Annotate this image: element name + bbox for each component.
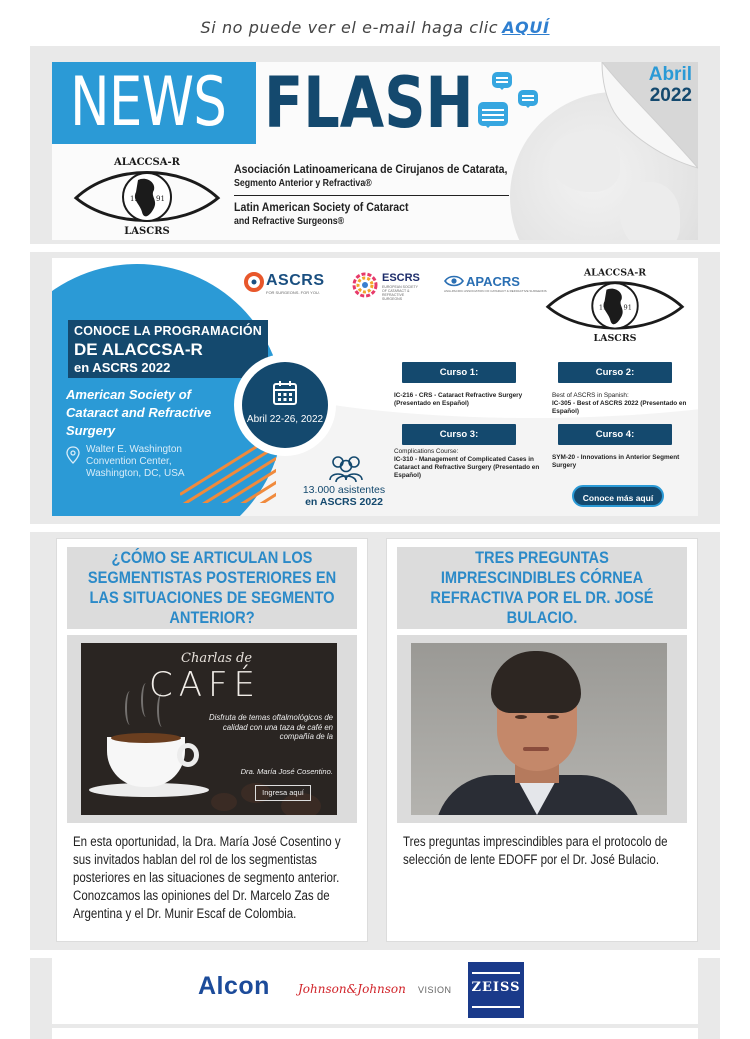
course-2-desc: Best of ASCRS in Spanish: IC-305 - Best of ASCRS 2022 (Presentado en Español) (552, 392, 687, 415)
view-in-browser-text: Si no puede ver el e-mail haga clic (200, 18, 499, 37)
course-1-desc: IC-216 - CRS - Cataract Refractive Surgery (Presentado en Español) (394, 392, 523, 407)
charlas-de-cafe-image[interactable] (81, 643, 337, 815)
escrs-logo (352, 272, 422, 302)
apacrs-logo-tagline: ASIA-PACIFIC ASSOCIATION OF CATARACT & REFRACTIVE SURGEONS (444, 289, 547, 293)
svg-text:LASCRS: LASCRS (593, 332, 637, 344)
calendar-icon (272, 380, 298, 406)
chat-bubble-icon (518, 90, 538, 106)
venue-line1: Walter E. Washington (86, 444, 182, 455)
escrs-mark-icon (352, 272, 378, 298)
divider (234, 195, 509, 196)
view-in-browser-link[interactable]: AQUÍ (502, 18, 550, 37)
course-4-desc: SYM-20 - Innovations in Anterior Segment Surgery (552, 454, 680, 469)
org-name-es-line1: Asociación Latinoamericana de Cirujanos de Catarata, (234, 162, 508, 176)
doctor-portrait-image[interactable] (411, 643, 667, 815)
event-title-line3: en ASCRS 2022 (74, 360, 171, 375)
learn-more-button[interactable]: Conoce más aquí (572, 485, 664, 507)
cafe-description: Disfruta de temas oftalmológicos de calidad con una taza de café en compañía de la (209, 713, 333, 741)
event-title-line2: DE ALACCSA-R (74, 340, 203, 359)
svg-text:ALACCSA-R: ALACCSA-R (583, 267, 647, 279)
event-society: American Society of Cataract and Refractive Surgery (66, 387, 212, 438)
svg-text:19: 19 (130, 195, 139, 203)
cafe-doctor: Dra. María José Cosentino. (240, 767, 333, 776)
svg-text:LASCRS: LASCRS (124, 226, 170, 236)
sponsors-panel (30, 958, 720, 1039)
course-4-label: Curso 4: (558, 424, 672, 445)
people-icon (326, 454, 366, 482)
ascrs-logo (244, 272, 330, 298)
attendees-where: en ASCRS 2022 (305, 496, 383, 508)
header-panel (30, 46, 720, 244)
escrs-logo-tagline: EUROPEAN SOCIETY OF CATARACT & REFRACTIVE SURGEONS (382, 285, 418, 301)
location-pin-icon (66, 446, 80, 464)
attendees-count: 13.000 asistentes (302, 484, 386, 496)
article-card-bulacio[interactable] (386, 538, 698, 942)
venue-line2: Convention Center, (86, 456, 172, 467)
charlas-label: Charlas de (181, 651, 253, 666)
article-summary: En esta oportunidad, la Dra. María José Cosentino y sus invitados hablan del rol de los segmentistas posteriores en las situaciones de segmento anterior. Conozcamos las opiniones del Dr. Marcelo Zas de Argentina y el Dr. Munir Escaf de Colombia. (73, 834, 341, 921)
news-word: NEWS (70, 63, 227, 142)
org-name-en-line2: and Refractive Surgeons® (234, 216, 345, 227)
escrs-logo-text: ESCRS (382, 272, 420, 284)
event-title (68, 320, 268, 378)
venue-line3: Washington, DC, USA (86, 468, 185, 479)
sponsor-logos (52, 958, 698, 1024)
event-title-line1: CONOCE LA PROGRAMACIÓN (74, 324, 262, 338)
event-panel (30, 252, 720, 524)
event-dates-badge (242, 362, 328, 448)
svg-text:ALACCSA-R: ALACCSA-R (114, 157, 180, 168)
zeiss-logo[interactable]: ZEISS (468, 962, 524, 1018)
ascrs-mark-icon (244, 272, 264, 292)
coffee-cup-icon (107, 737, 185, 787)
article-card-cafe[interactable] (56, 538, 368, 942)
course-1-label: Curso 1: (402, 362, 516, 383)
alaccsa-logo (72, 154, 222, 236)
cafe-label: CAFÉ (149, 665, 262, 705)
event-dates: Abril 22-26, 2022 (246, 414, 324, 425)
issue-month: Abril (648, 64, 692, 85)
johnson-johnson-logo[interactable]: Johnson&Johnson (298, 982, 406, 996)
chat-bubble-icon (478, 102, 508, 126)
flash-word: FLASH (264, 62, 474, 144)
svg-text:19: 19 (598, 303, 608, 312)
ascrs-logo-tagline: FOR SURGEONS. FOR YOU. (266, 290, 320, 295)
alcon-logo[interactable]: Alcon (198, 972, 270, 1000)
org-name-en-line1: Latin American Society of Cataract (234, 200, 409, 214)
apacrs-logo-text: APACRS (466, 274, 520, 289)
course-2-label: Curso 2: (558, 362, 672, 383)
johnson-johnson-vision-label: VISION (418, 985, 452, 995)
alaccsa-logo (544, 264, 686, 344)
svg-text:91: 91 (156, 195, 165, 203)
course-3-label: Curso 3: (402, 424, 516, 445)
newsflash-header (52, 62, 698, 240)
organization-name (234, 162, 514, 229)
news-box (52, 62, 256, 144)
ingresa-button[interactable]: Ingresa aquí (255, 785, 311, 801)
apacrs-logo (444, 274, 547, 298)
chat-bubble-icon (492, 72, 512, 88)
svg-text:91: 91 (623, 303, 632, 312)
org-name-es-line2: Segmento Anterior y Refractiva® (234, 178, 372, 189)
article-title[interactable]: TRES PREGUNTAS IMPRESCINDIBLES CÓRNEA REFRACTIVA POR EL DR. JOSÉ BULACIO. (397, 547, 687, 629)
attendees (274, 454, 414, 508)
articles-panel (30, 532, 720, 950)
article-summary: Tres preguntas imprescindibles para el protocolo de selección de lente EDOFF por el Dr. José Bulacio. (403, 834, 668, 867)
ascrs-logo-text: ASCRS (266, 272, 325, 289)
view-in-browser-line (0, 18, 750, 37)
eye-icon (444, 275, 464, 287)
ascrs-event-banner[interactable] (52, 258, 698, 516)
article-title[interactable]: ¿CÓMO SE ARTICULAN LOS SEGMENTISTAS POSTERIORES EN LAS SITUACIONES DE SEGMENTO ANTERIOR? (67, 547, 357, 629)
issue-year: 2022 (649, 85, 692, 106)
course-3-desc: Complications Course: IC-310 - Management of Complicated Cases in Cataract and Refractive Surgery (Presentado en Español) (394, 448, 540, 479)
